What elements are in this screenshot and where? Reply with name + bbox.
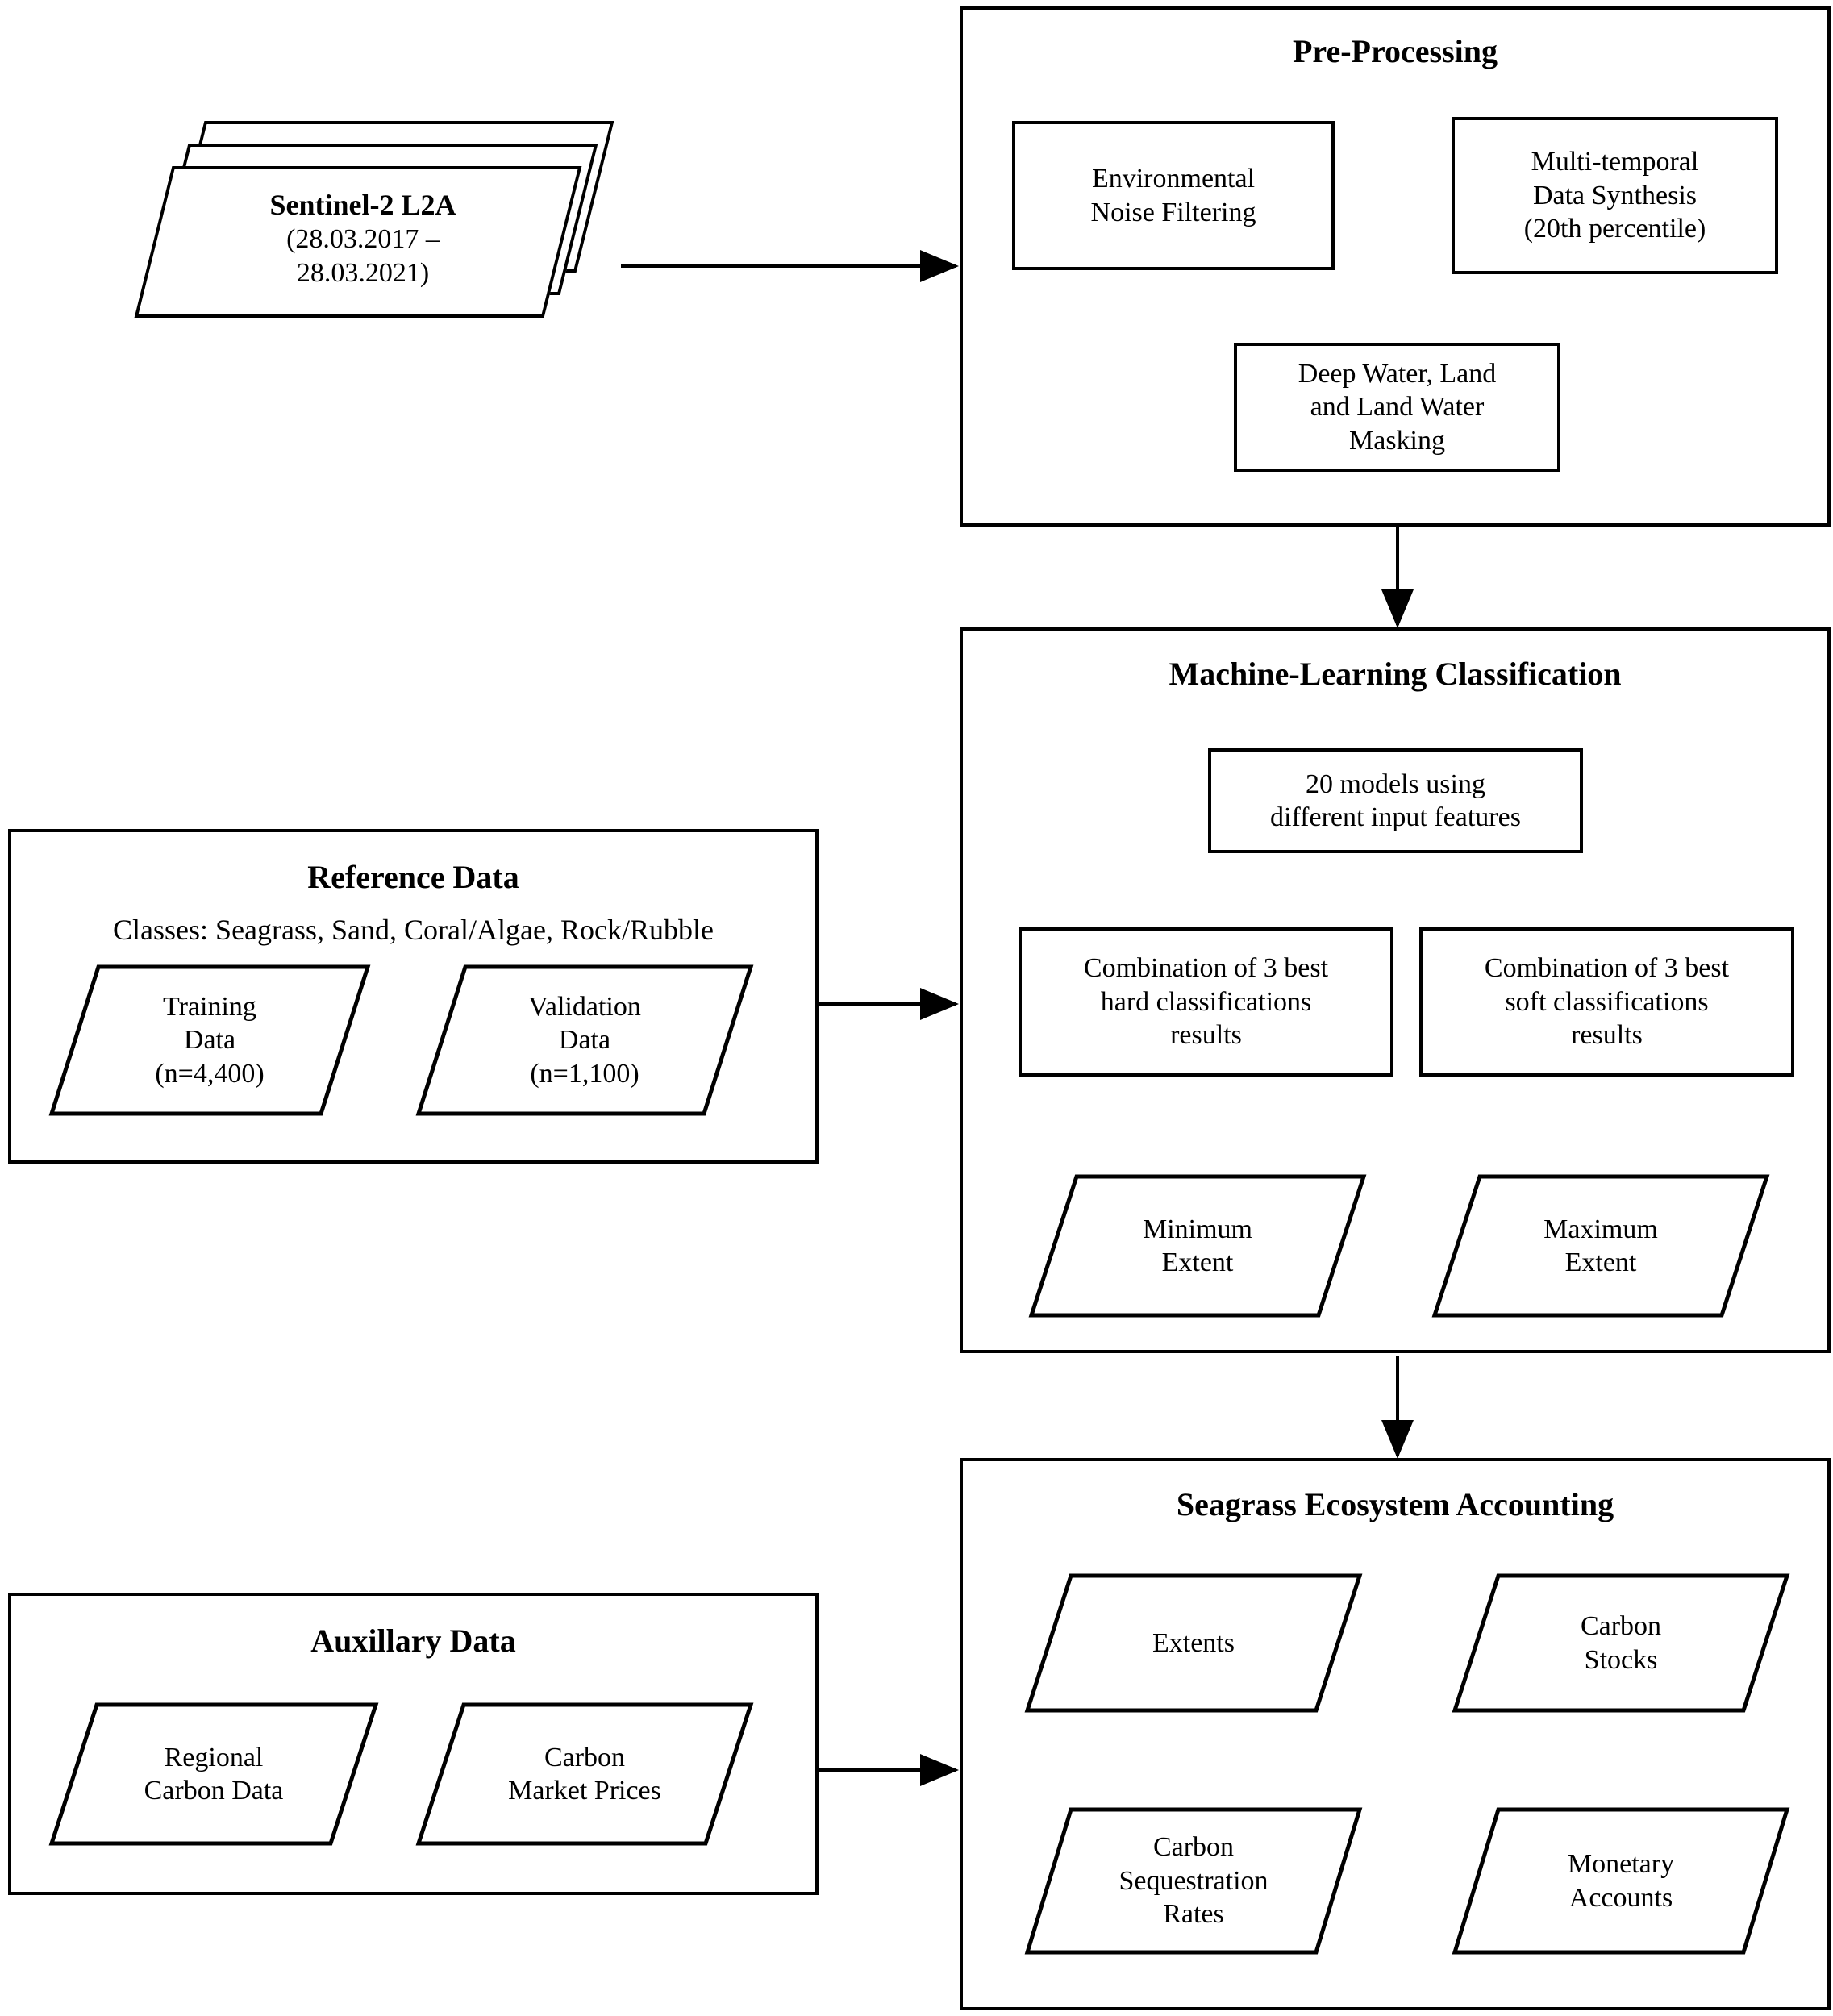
training-data-line1: Training	[163, 991, 256, 1022]
node-extents	[1024, 1572, 1363, 1714]
data-synthesis-line1: Multi-temporal	[1531, 147, 1699, 177]
node-environmental-noise-filtering	[1012, 121, 1335, 270]
carbon-stocks-label	[1452, 1610, 1790, 1677]
node-monetary-accounts	[1452, 1806, 1790, 1956]
extents-label	[1024, 1627, 1363, 1660]
monetary-accounts-label	[1452, 1847, 1790, 1914]
carbon-market-prices-label	[415, 1741, 754, 1808]
sentinel2-date-line2: 28.03.2021)	[296, 257, 430, 288]
maximum-extent-label	[1431, 1213, 1770, 1280]
node-maximum-extent	[1431, 1173, 1770, 1318]
node-hard-classification-combination	[1019, 927, 1393, 1077]
node-regional-carbon-data	[48, 1702, 379, 1847]
maximum-extent-line2: Extent	[1564, 1248, 1637, 1277]
training-data-label	[48, 990, 371, 1090]
masking-line3: Masking	[1349, 425, 1445, 456]
sentinel2-name: Sentinel-2 L2A	[269, 188, 456, 221]
regional-carbon-data-label	[48, 1741, 379, 1808]
soft-combo-line1: Combination of 3 best	[1484, 953, 1730, 984]
node-training-data	[48, 964, 371, 1117]
node-carbon-stocks	[1452, 1572, 1790, 1714]
soft-combo-line3: results	[1571, 1020, 1643, 1051]
validation-data-label	[415, 990, 754, 1090]
group-pre-processing-title: Pre-Processing	[1292, 33, 1498, 69]
node-multitemporal-data-synthesis	[1452, 117, 1778, 274]
monetary-line2: Accounts	[1568, 1882, 1673, 1913]
auxillary-data-title: Auxillary Data	[310, 1622, 516, 1659]
group-ecosystem-accounting-title: Seagrass Ecosystem Accounting	[1176, 1486, 1614, 1522]
carbon-market-line1: Carbon	[544, 1742, 626, 1772]
regional-carbon-line1: Regional	[164, 1742, 264, 1772]
group-ml-classification-title: Machine-Learning Classification	[1169, 656, 1622, 692]
sentinel2-data-stack	[137, 121, 637, 323]
carbon-stocks-line2: Stocks	[1584, 1644, 1658, 1675]
models-line2: different input features	[1270, 802, 1521, 832]
sentinel2-label	[161, 166, 564, 311]
node-carbon-sequestration-rates	[1024, 1806, 1363, 1956]
regional-carbon-line2: Carbon Data	[144, 1776, 284, 1806]
minimum-extent-line2: Extent	[1161, 1248, 1234, 1277]
reference-data-title: Reference Data	[307, 859, 519, 895]
data-synthesis-line3: (20th percentile)	[1523, 214, 1706, 244]
validation-data-line3: (n=1,100)	[530, 1058, 639, 1089]
monetary-line1: Monetary	[1567, 1849, 1675, 1880]
validation-data-line1: Validation	[528, 991, 641, 1022]
masking-line2: and Land Water	[1310, 392, 1485, 423]
sequestration-label	[1024, 1831, 1363, 1931]
node-validation-data	[415, 964, 754, 1117]
minimum-extent-label	[1028, 1213, 1367, 1280]
carbon-market-line2: Market Prices	[508, 1776, 661, 1806]
minimum-extent-line1: Minimum	[1142, 1214, 1253, 1244]
node-masking	[1234, 343, 1560, 472]
extents-line1: Extents	[1152, 1627, 1235, 1658]
noise-filtering-line1: Environmental	[1091, 164, 1256, 194]
soft-combo-line2: soft classifications	[1505, 986, 1709, 1017]
hard-combo-line1: Combination of 3 best	[1083, 953, 1329, 984]
hard-combo-line3: results	[1170, 1020, 1242, 1051]
models-line1: 20 models using	[1306, 768, 1485, 799]
masking-line1: Deep Water, Land	[1298, 358, 1497, 389]
training-data-line2: Data	[183, 1025, 236, 1056]
sequestration-line1: Carbon	[1152, 1832, 1235, 1863]
node-20-models	[1208, 748, 1583, 853]
noise-filtering-line2: Noise Filtering	[1090, 197, 1256, 227]
training-data-line3: (n=4,400)	[155, 1058, 265, 1089]
sequestration-line2: Sequestration	[1119, 1865, 1269, 1896]
hard-combo-line2: hard classifications	[1100, 986, 1312, 1017]
node-carbon-market-prices	[415, 1702, 754, 1847]
maximum-extent-line1: Maximum	[1543, 1214, 1658, 1244]
node-soft-classification-combination	[1419, 927, 1794, 1077]
data-synthesis-line2: Data Synthesis	[1532, 180, 1698, 210]
sentinel2-date-line1: (28.03.2017 –	[286, 224, 440, 255]
carbon-stocks-line1: Carbon	[1580, 1611, 1662, 1642]
validation-data-line2: Data	[558, 1025, 611, 1056]
sequestration-line3: Rates	[1163, 1899, 1224, 1930]
node-minimum-extent	[1028, 1173, 1367, 1318]
reference-data-classes: Classes: Seagrass, Sand, Coral/Algae, Rock/Rubble	[113, 914, 714, 946]
